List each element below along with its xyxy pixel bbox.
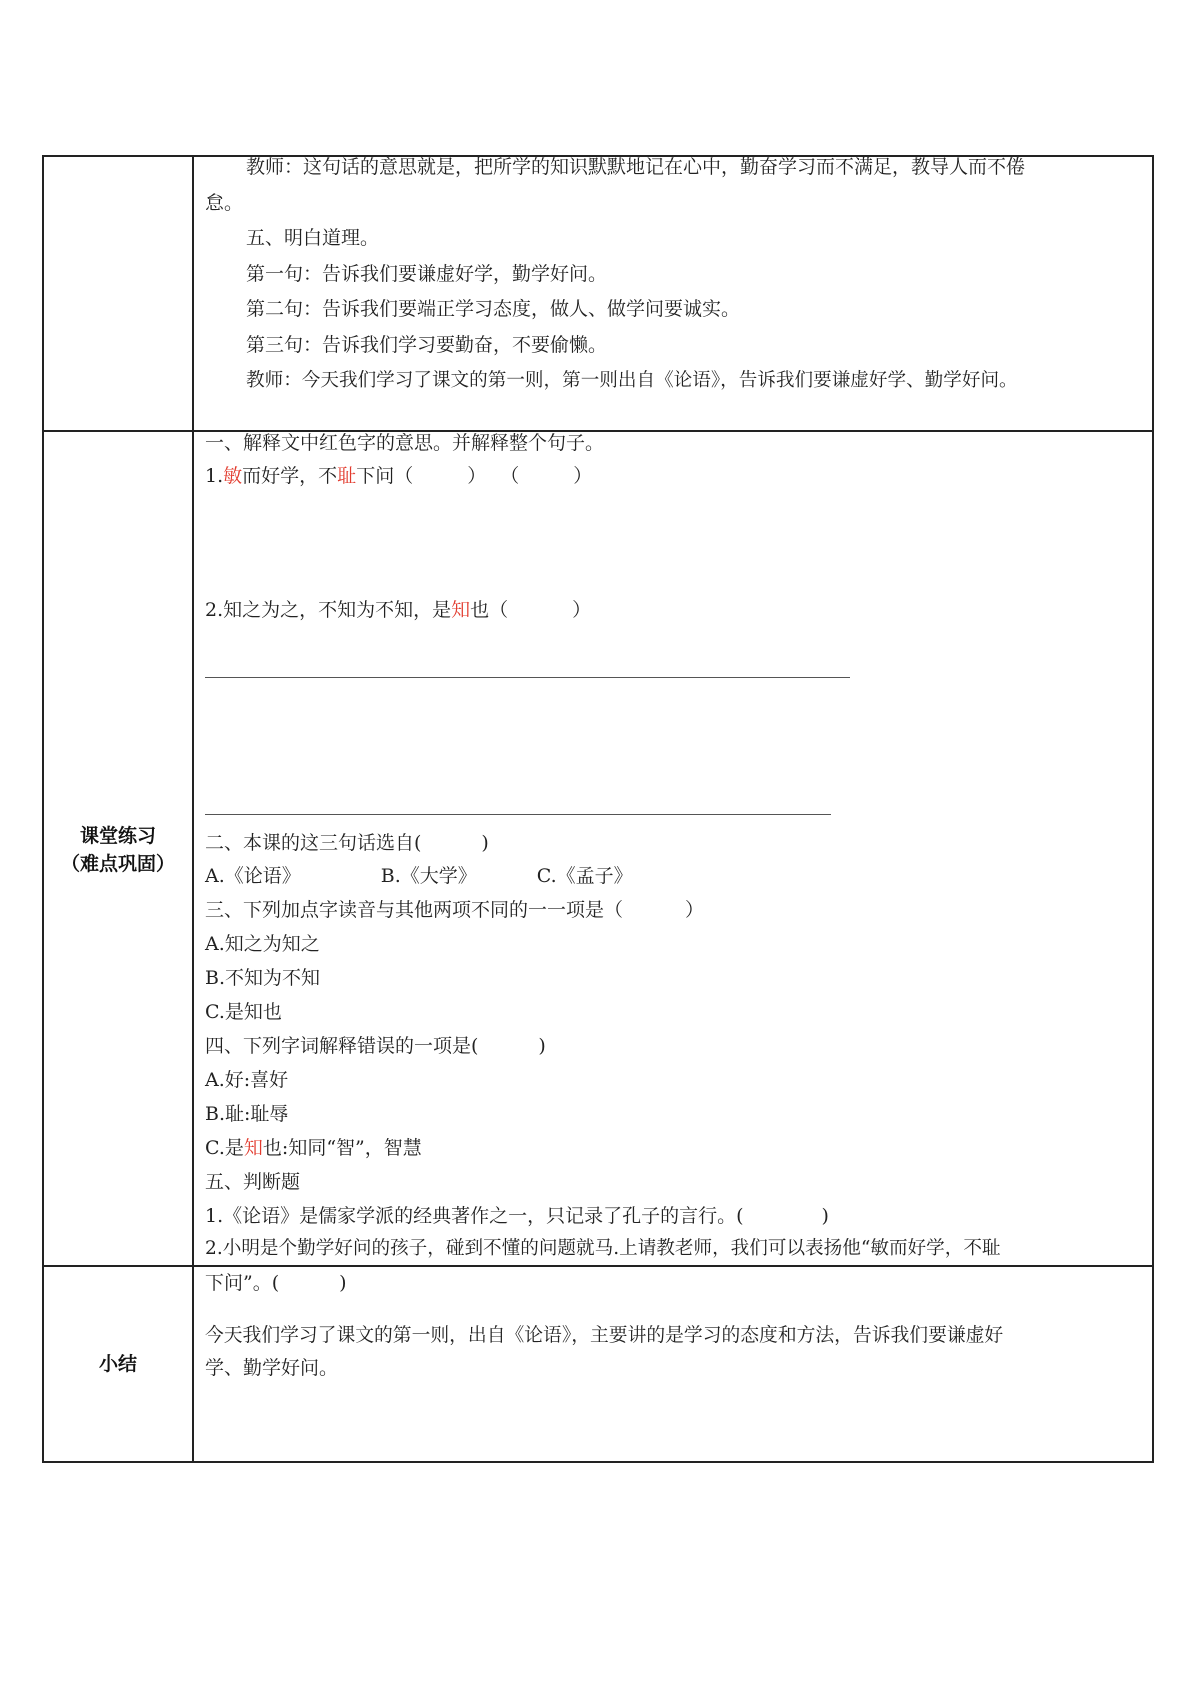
red-char-zhi: 知 [243,1137,263,1159]
third-sentence-meaning: 第三句：告诉我们学习要勤奋，不要偷懒。 [246,334,608,356]
question-3-option-c: C.是知也 [205,1001,282,1023]
teacher-summary-line: 教师：今天我们学习了课文的第一则，第一则出自《论语》，告诉我们要谦虚好学、勤学好问。 [246,370,1018,391]
question-3-title: 三、下列加点字读音与其他两项不同的一一项是（ ） [205,899,705,921]
practice-label-title: 课堂练习 [79,825,156,847]
question-3-option-b: B.不知为不知 [205,967,321,989]
summary-cell [205,1267,1147,1463]
question-3-option-a: A.知之为知之 [205,933,320,955]
question-4-option-a: A.好:喜好 [205,1069,289,1091]
red-char-min: 敏 [223,465,243,487]
practice-label-subtitle: （难点巩固） [60,853,175,875]
lesson-table [42,155,1154,1463]
practice-label [44,822,192,878]
practice-cell [205,432,1147,1294]
question-5-2: 2.小明是个勤学好问的孩子，碰到不懂的问题就马.上请教老师，我们可以表扬他“敏而好学，不耻 [205,1238,1001,1259]
summary-line-1: 今天我们学习了课文的第一则，出自《论语》，主要讲的是学习的态度和方法，告诉我们要谦虚好 [205,1325,1004,1346]
first-sentence-meaning: 第一句：告诉我们要谦虚好学，勤学好问。 [246,263,608,285]
section-five-title: 五、明白道理。 [246,227,380,249]
red-char-zhi: 知 [451,599,471,621]
question-4-title: 四、下列字词解释错误的一项是( ) [205,1035,546,1057]
red-char-chi: 耻 [337,465,357,487]
question-1-2: 2.知之为之，不知为不知，是知也（ ） [205,599,592,621]
teaching-content-cell [205,157,1147,430]
question-2-title: 二、本课的这三句话选自( ) [205,832,489,854]
option-c: C.《孟子》 [536,865,633,887]
question-2-options [205,859,633,893]
summary-label: 小结 [98,1353,137,1375]
option-a: A.《论语》 [205,865,301,887]
question-4-option-c: C.是知也:知同“智”，智慧 [205,1137,422,1159]
question-5-title: 五、判断题 [205,1171,301,1193]
question-1-1: 1.敏而好学，不耻下问（ ） （ ） [205,465,593,487]
teacher-explanation-line: 教师：这句话的意思就是，把所学的知识默默地记在心中，勤奋学习而不满足，教导人而不倦 [246,156,1026,178]
question-5-1: 1.《论语》是儒家学派的经典著作之一，只记录了孔子的言行。( ) [205,1205,829,1227]
teacher-explanation-continued: 怠。 [205,192,244,214]
answer-line-2[interactable] [205,814,831,815]
option-b: B.《大学》 [380,865,477,887]
question-1-title: 一、解释文中红色字的意思。并解释整个句子。 [205,432,605,454]
second-sentence-meaning: 第二句：告诉我们要端正学习态度，做人、做学问要诚实。 [246,298,741,320]
question-5-2-continued: 下问”。( ) [205,1272,347,1294]
question-4-option-b: B.耻:耻辱 [205,1103,289,1125]
answer-line-1[interactable] [205,677,850,678]
summary-line-2: 学、勤学好问。 [205,1357,339,1379]
